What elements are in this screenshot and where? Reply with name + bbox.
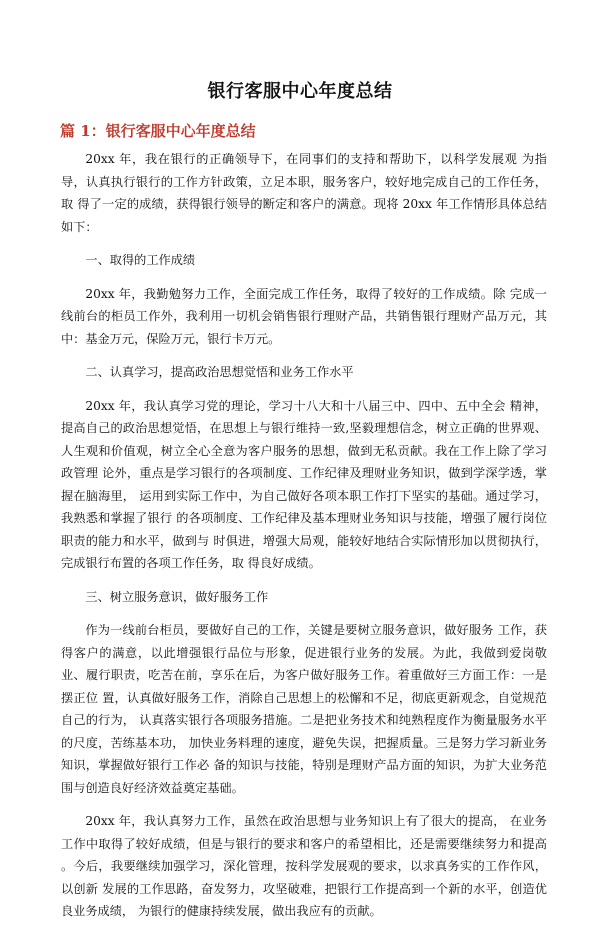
section-heading-study: 二、认真学习，提高政治思想觉悟和业务工作水平 (85, 365, 354, 379)
study-paragraph: 20xx 年，我认真学习党的理论，学习十八大和十八届三中、四中、五中全会 精神，提高自己的政治思想觉悟，在思想上与银行维持一致,坚毅理想信念，树立正确的世界观、 人生观和价值观，树立全心全意为客户服务的思想，做到无私贡献。我在工作上除了学习政管理 论外，重点是学习银行的各项制度、工作纪律及理财业务知识，做到学深学透，掌握在脑海里， 运用到实际工作中，为自己做好各项本职工作打下坚实的基础。通过学习，我熟悉和掌握了银行 的各项制度、工作纪律及基本理财业务知识与技能，增强了履行岗位职责的能力和水平，做到与 时俱进，增强大局观，能较好地结合实际情形加以贯彻执行，完成银行布置的各项工作任务，取 得良好成绩。 (61, 398, 547, 570)
section-heading-service: 三、树立服务意识，做好服务工作 (85, 589, 269, 604)
section-subtitle: 篇 1：银行客服中心年度总结 (60, 122, 256, 140)
document-body (61, 148, 547, 934)
conclusion-paragraph: 20xx 年，我认真努力工作，虽然在政治思想与业务知识上有了很大的提高， 在业务工作中取得了较好成绩，但是与银行的要求和客户的希望相比，还是需要继续努力和提高 。今后，我要继续加强学习，深化管理，按科学发展观的要求，以求真务实的工作作风，以创新 发展的工作思路，奋发努力，攻坚破难，把银行工作提高到一个新的水平，创造优良业务成绩， 为银行的健康持续发展，做出我应有的贡献。 (61, 814, 547, 918)
achievements-paragraph: 20xx 年，我勤勉努力工作，全面完成工作任务，取得了较好的工作成绩。除 完成一线前台的柜员工作外，我利用一切机会销售银行理财产品，共销售银行理财产品万元，其 中：基金万元，保险万元，银行卡万元。 (61, 286, 547, 346)
service-paragraph: 作为一线前台柜员，要做好自己的工作，关键是要树立服务意识，做好服务 工作，获得客户的满意，以此增强银行品位与形象，促进银行业务的发展。为此，我做到爱岗敬 业、履行职责，吃苦在前，享乐在后，为客户做好服务工作。着重做好三方面工作：一是摆正位 置，认真做好服务工作，消除自己思想上的松懈和不足，彻底更新观念，自觉规范自己的行为， 认真落实银行各项服务措施。二是把业务技术和纯熟程度作为衡量服务水平的尺度，苦练基本功， 加快业务料理的速度，避免失误，把握质量。三是努力学习新业务知识，掌握做好银行工作必 备的知识与技能，特别是理财产品方面的知识，为扩大业务范围与创造良好经济效益奠定基础。 (61, 623, 547, 795)
document-title: 银行客服中心年度总结 (207, 81, 393, 102)
section-heading-achievements: 一、取得的工作成绩 (85, 253, 196, 267)
intro-paragraph: 20xx 年，我在银行的正确领导下，在同事们的支持和帮助下，以科学发展观 为指导，认真执行银行的工作方针政策，立足本职，服务客户，较好地完成自己的工作任务，取 得了一定的成绩，获得银行领导的断定和客户的满意。现将 20xx 年工作情形具体总结如下： (61, 152, 547, 234)
